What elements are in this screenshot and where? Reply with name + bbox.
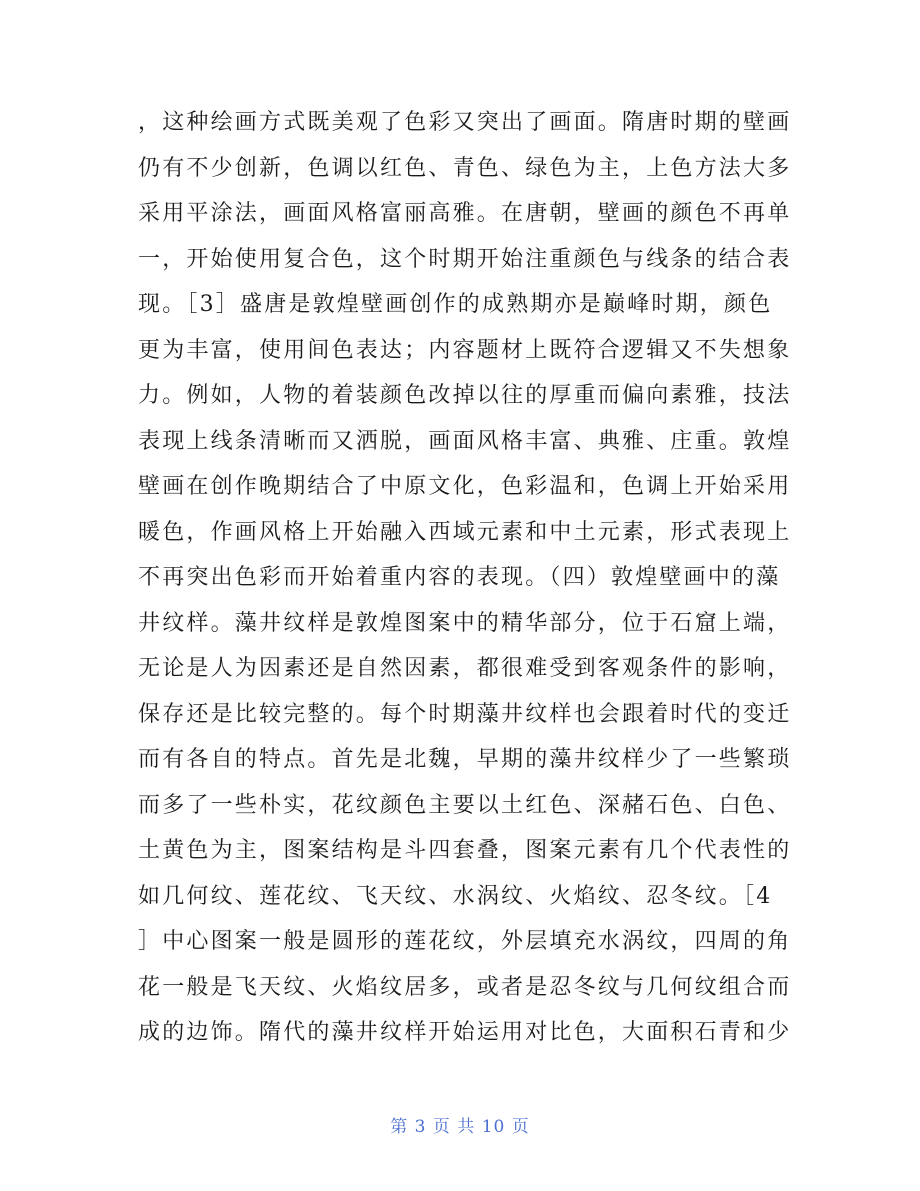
text-line: 不再突出色彩而开始着重内容的表现。（四）敦煌壁画中的藻 [138,565,781,590]
text-line: 无论是人为因素还是自然因素，都很难受到客观条件的影响， [138,656,792,681]
text-line: 而多了一些朴实，花纹颜色主要以土红色、深赭石色、白色、 [138,792,792,818]
text-line: 现。［3］盛唐是敦煌壁画创作的成熟期亦是巅峰时期，颜色 [138,292,773,317]
text-line: 成的边饰。隋代的藻井纹样开始运用对比色，大面积石青和少 [138,1020,792,1045]
text-line: 一，开始使用复合色，这个时期开始注重颜色与线条的结合表 [138,246,792,272]
text-line: 井纹样。藻井纹样是敦煌图案中的精华部分，位于石窟上端， [138,610,792,636]
text-line: ］中心图案一般是圆形的莲花纹，外层填充水涡纹，四周的角 [138,929,792,954]
text-line: ，这种绘画方式既美观了色彩又突出了画面。隋唐时期的壁画 [138,110,792,135]
text-line: 表现上线条清晰而又洒脱，画面风格丰富、典雅、庄重。敦煌 [138,428,792,454]
text-line: 保存还是比较完整的。每个时期藻井纹样也会跟着时代的变迁 [138,701,792,727]
text-line: 花一般是飞天纹、火焰纹居多，或者是忍冬纹与几何纹组合而 [138,974,792,1000]
body-text [138,100,792,1056]
text-line: 土黄色为主，图案结构是斗四套叠，图案元素有几个代表性的 [138,838,792,863]
text-line: 如几何纹、莲花纹、飞天纹、水涡纹、火焰纹、忍冬纹。［4 [138,883,773,909]
text-line: 更为丰富，使用间色表达；内容题材上既符合逻辑又不失想象 [138,337,792,363]
text-line: 暖色，作画风格上开始融入西域元素和中土元素，形式表现上 [138,519,792,545]
text-line: 仍有不少创新，色调以红色、青色、绿色为主，上色方法大多 [138,155,792,181]
page-number-footer: 第 3 页 共 10 页 [390,1117,530,1137]
text-line: 壁画在创作晚期结合了中原文化，色彩温和，色调上开始采用 [138,474,792,499]
text-line: 而有各自的特点。首先是北魏，早期的藻井纹样少了一些繁琐 [138,747,792,772]
text-line: 采用平涂法，画面风格富丽高雅。在唐朝，壁画的颜色不再单 [138,201,792,226]
text-line: 力。例如，人物的着装颜色改掉以往的厚重而偏向素雅，技法 [138,383,792,408]
